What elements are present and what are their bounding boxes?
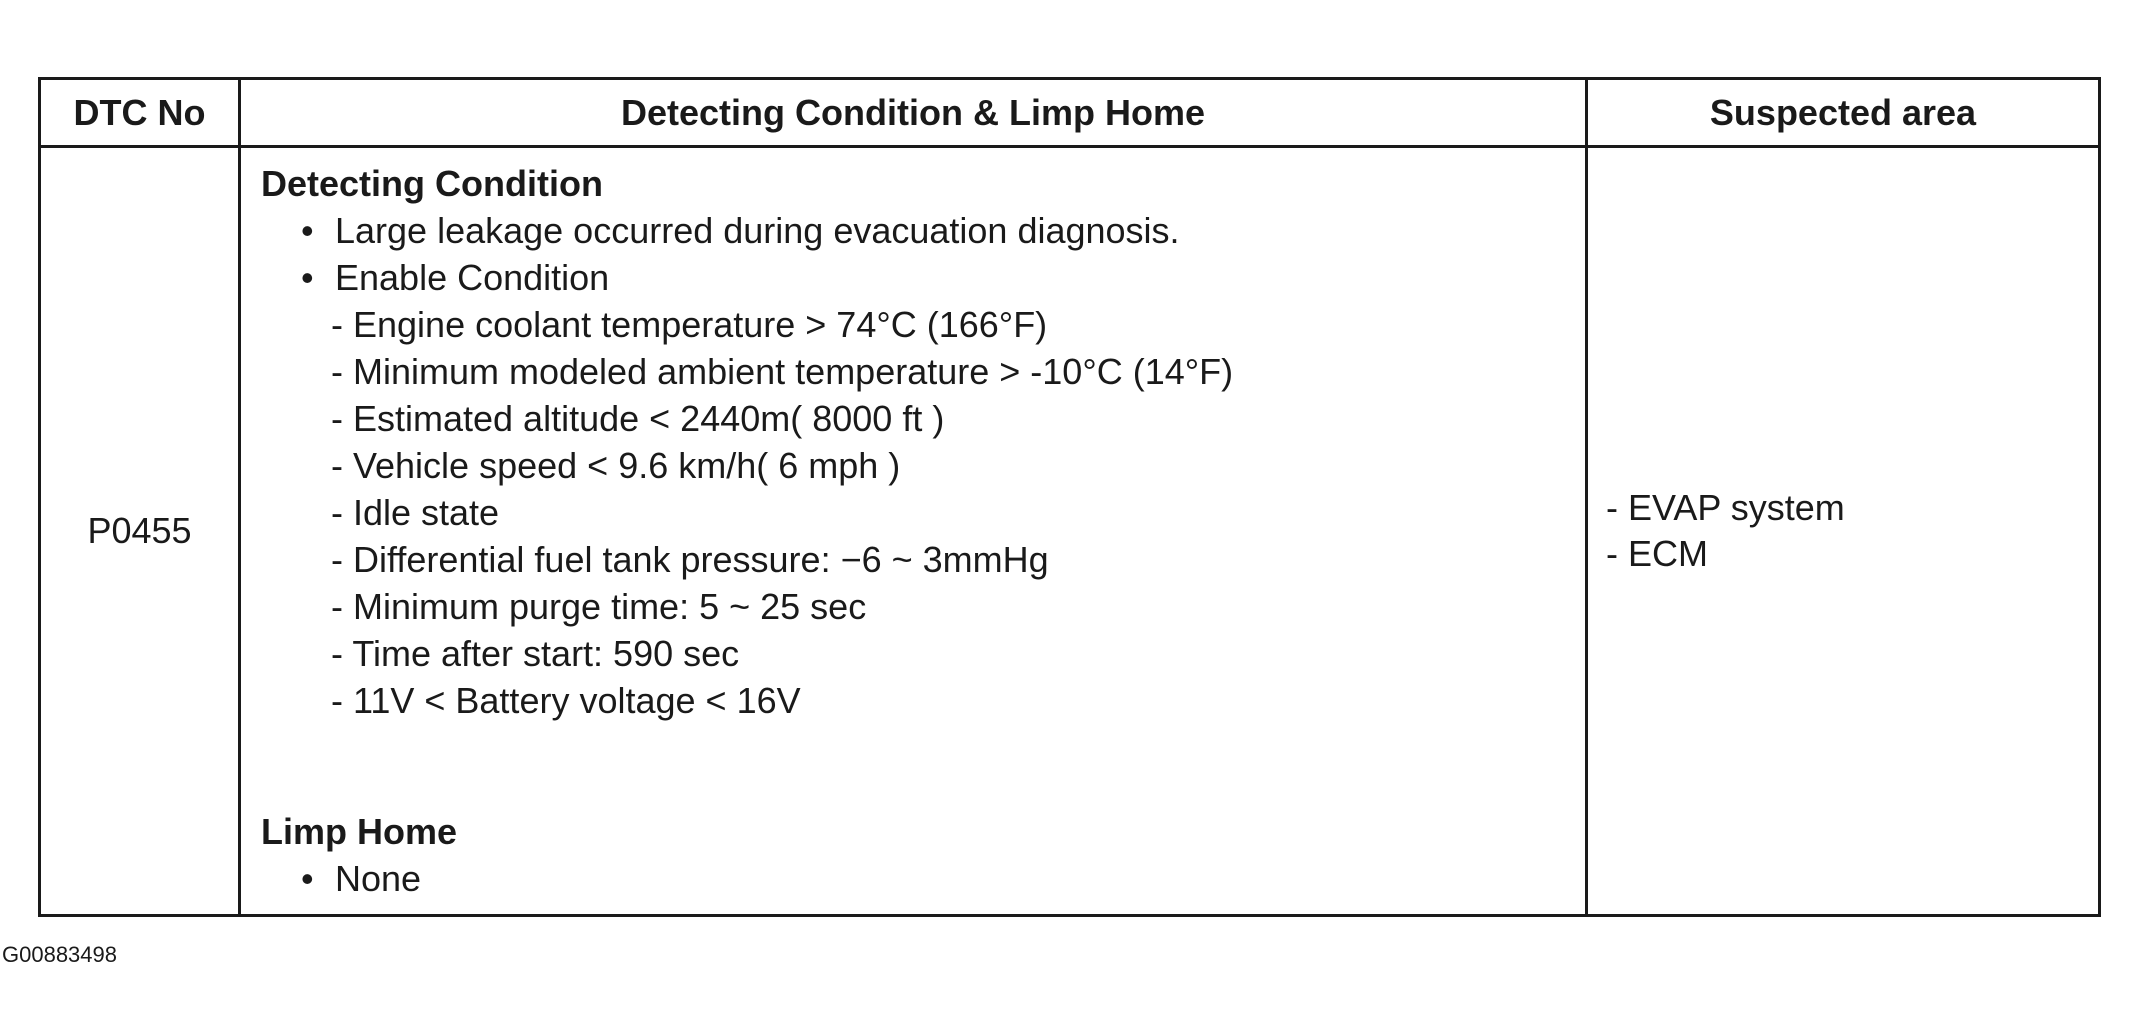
header-suspected-area: Suspected area: [1587, 79, 2100, 147]
enable-condition-item: - 11V < Battery voltage < 16V: [331, 680, 801, 721]
header-row: [40, 79, 2100, 147]
dtc-code: P0455: [40, 147, 240, 916]
limp-home-block: [261, 808, 457, 902]
bullet-icon: •: [301, 210, 314, 251]
bullet-text: Large leakage occurred during evacuation diagnosis.: [335, 210, 1180, 251]
bullet-item: [261, 207, 1585, 254]
suspected-area-cell: [1587, 147, 2100, 916]
enable-condition-item: - Minimum modeled ambient temperature > -10°C (14°F): [331, 351, 1234, 392]
enable-condition-item: - Idle state: [331, 492, 500, 533]
bullet-text: Enable Condition: [335, 257, 610, 298]
enable-condition-item: - Engine coolant temperature > 74°C (166°F): [331, 304, 1048, 345]
suspected-area-item: - ECM: [1606, 533, 1708, 574]
condition-cell: [240, 147, 1587, 916]
detecting-heading: Detecting Condition: [261, 163, 603, 204]
header-dtc-no: DTC No: [40, 79, 240, 147]
bullet-text: None: [335, 858, 422, 899]
table-row: [40, 147, 2100, 916]
bullet-icon: •: [301, 257, 314, 298]
enable-condition-item: - Estimated altitude < 2440m( 8000 ft ): [331, 398, 945, 439]
bullet-icon: •: [301, 858, 314, 899]
header-condition: Detecting Condition & Limp Home: [240, 79, 1587, 147]
enable-condition-item: - Minimum purge time: 5 ~ 25 sec: [331, 586, 867, 627]
bullet-item: [261, 254, 1585, 301]
enable-condition-item: - Differential fuel tank pressure: −6 ~ 3mmHg: [331, 539, 1049, 580]
suspected-area-item: - EVAP system: [1606, 487, 1845, 528]
figure-code: G00883498: [2, 942, 117, 967]
enable-condition-item: - Time after start: 590 sec: [331, 633, 740, 674]
enable-condition-item: - Vehicle speed < 9.6 km/h( 6 mph ): [331, 445, 901, 486]
suspected-area-list: [1588, 485, 2098, 577]
limp-heading: Limp Home: [261, 811, 458, 852]
bullet-item: [261, 855, 457, 902]
dtc-table: [38, 77, 2101, 917]
